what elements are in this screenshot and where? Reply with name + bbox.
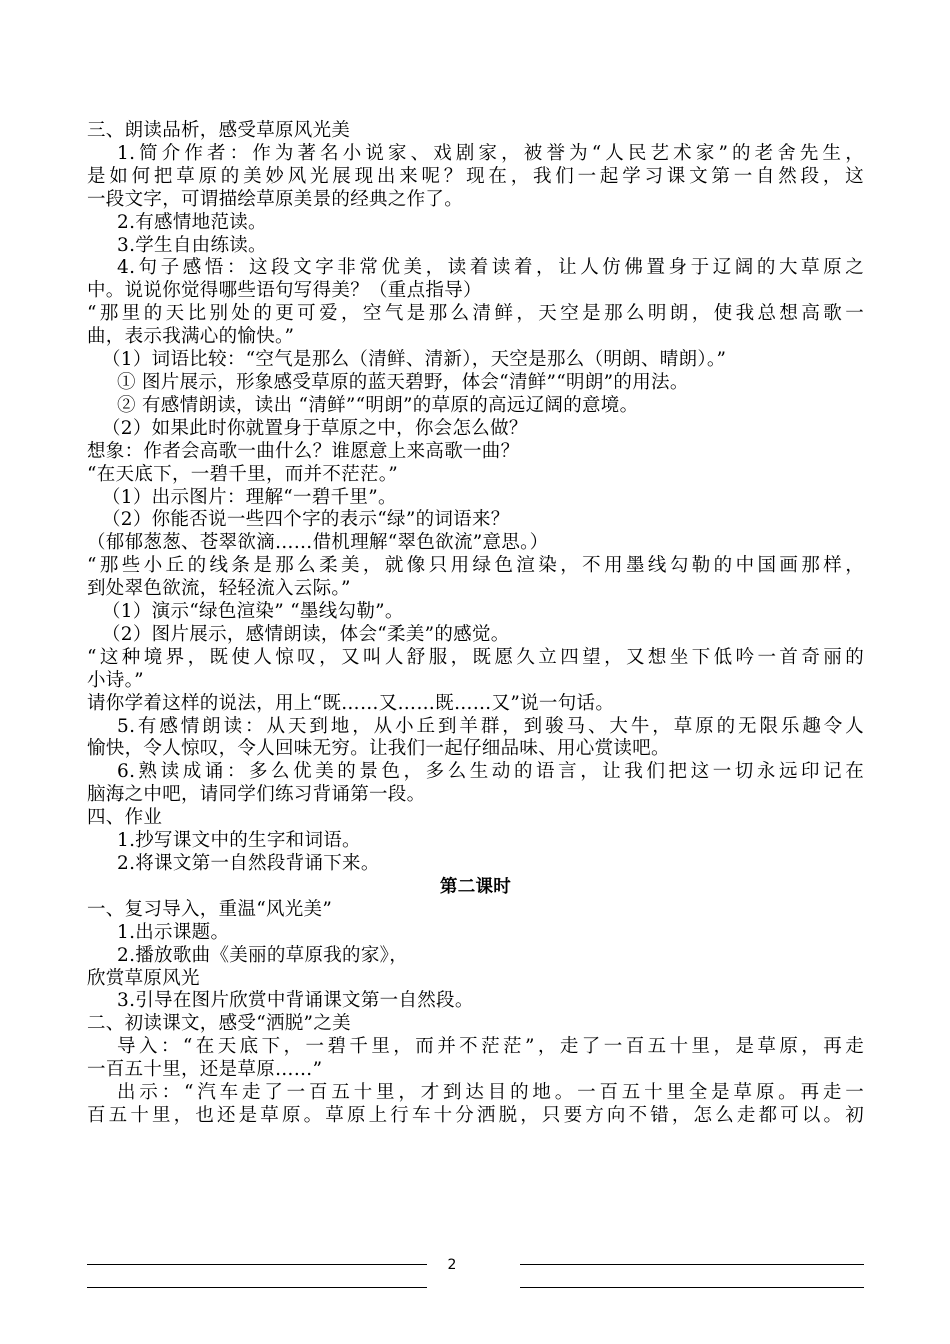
- text-line: 1.出示课题。: [117, 921, 230, 943]
- text-line: 1.抄写课文中的生字和词语。: [117, 830, 361, 852]
- text-line: （郁郁葱葱、苍翠欲滴……借机理解“翠色欲流”意思。）: [87, 532, 549, 554]
- text-line: （2）如果此时你就置身于草原之中，你会怎么做？: [102, 417, 528, 439]
- text-line: 2.将课文第一自然段背诵下来。: [117, 853, 380, 874]
- text-line: “在天底下，一碧千里，而并不茫茫。”: [87, 463, 399, 485]
- text-line: （1）词语比较：“空气是那么（清鲜、清新），天空是那么（明朗、晴朗）。”: [102, 349, 727, 371]
- section-heading: 第二课时: [439, 876, 512, 897]
- text-line: 小诗。”: [87, 669, 144, 691]
- text-line: 3.引导在图片欣赏中背诵课文第一自然段。: [117, 990, 474, 1012]
- text-line: 是如何把草原的美妙风光展现出来呢？现在，我们一起学习课文第一自然段，这: [87, 165, 864, 187]
- text-line: （2）你能否说一些四个字的表示“绿”的词语来？: [102, 509, 510, 531]
- text-line: 1.简介作者：作为著名小说家、戏剧家，被誉为“人民艺术家”的老舍先生，: [117, 142, 864, 164]
- text-line: 到处翠色欲流，轻轻流入云际。”: [87, 578, 351, 600]
- text-line: “那些小丘的线条是那么柔美，就像只用绿色渲染，不用墨线勾勒的中国画那样，: [87, 555, 864, 577]
- text-line: 曲，表示我满心的愉快。”: [87, 326, 295, 348]
- footer-rule-right-bottom: [520, 1287, 864, 1288]
- text-line: 一百五十里，还是草原……”: [87, 1059, 323, 1081]
- text-line: 2.播放歌曲《美丽的草原我的家》，: [117, 944, 409, 966]
- text-line: 3.学生自由练读。: [117, 234, 267, 256]
- text-line: 脑海之中吧，请同学们练习背诵第一段。: [87, 784, 426, 806]
- text-line: 中。说说你觉得哪些语句写得美？（重点指导）: [87, 280, 482, 302]
- text-line: 愉快，令人惊叹，令人回味无穷。让我们一起仔细品味、用心赏读吧。: [87, 738, 670, 760]
- footer-rule-right-top: [520, 1264, 864, 1265]
- text-line: 欣赏草原风光: [87, 967, 200, 989]
- text-line: “这种境界，既使人惊叹，又叫人舒服，既愿久立四望，又想坐下低吟一首奇丽的: [87, 646, 864, 668]
- text-line: 二、初读课文，感受“洒脱”之美: [87, 1013, 351, 1035]
- text-line: 2.有感情地范读。: [117, 211, 267, 233]
- text-line: 想象：作者会高歌一曲什么？谁愿意上来高歌一曲？: [87, 440, 520, 462]
- text-line: 出示：“汽车走了一百五十里，才到达目的地。一百五十里全是草原。再走一: [117, 1082, 864, 1104]
- text-line: ② 有感情朗读，读出 “清鲜”“明朗”的草原的高远辽阔的意境。: [117, 394, 639, 416]
- text-line: 4.句子感悟：这段文字非常优美，读着读着，让人仿佛置身于辽阔的大草原之: [117, 257, 864, 279]
- text-line: ① 图片展示，形象感受草原的蓝天碧野，体会“清鲜”“明朗”的用法。: [117, 371, 689, 393]
- text-line: 导入：“在天底下，一碧千里，而并不茫茫”，走了一百五十里，是草原，再走: [117, 1036, 864, 1058]
- page-footer: [0, 1257, 950, 1297]
- page-number: 2: [447, 1257, 457, 1273]
- text-line: （1）演示“绿色渲染” “墨线勾勒”。: [102, 601, 404, 623]
- text-line: 四、作业: [87, 807, 163, 829]
- text-line: 一、复习导入，重温“风光美”: [87, 898, 333, 920]
- text-line: “那里的天比别处的更可爱，空气是那么清鲜，天空是那么明朗，使我总想高歌一: [87, 303, 864, 325]
- text-line: 一段文字，可谓描绘草原美景的经典之作了。: [87, 188, 464, 210]
- text-line: 请你学着这样的说法，用上“既……又……既……又”说一句话。: [87, 692, 615, 714]
- text-line: （2）图片展示，感情朗读，体会“柔美”的感觉。: [102, 623, 510, 645]
- text-line: 百五十里，也还是草原。草原上行车十分洒脱，只要方向不错，怎么走都可以。初: [87, 1104, 864, 1126]
- text-line: 5.有感情朗读：从天到地，从小丘到羊群，到骏马、大牛，草原的无限乐趣令人: [117, 715, 864, 737]
- footer-rule-left-top: [87, 1264, 427, 1265]
- document-body: [87, 120, 864, 1128]
- text-line: 6.熟读成诵：多么优美的景色，多么生动的语言，让我们把这一切永远印记在: [117, 761, 864, 783]
- text-line: 三、朗读品析，感受草原风光美: [87, 120, 351, 141]
- text-line: （1）出示图片：理解“一碧千里”。: [102, 486, 397, 508]
- footer-rule-left-bottom: [87, 1287, 427, 1288]
